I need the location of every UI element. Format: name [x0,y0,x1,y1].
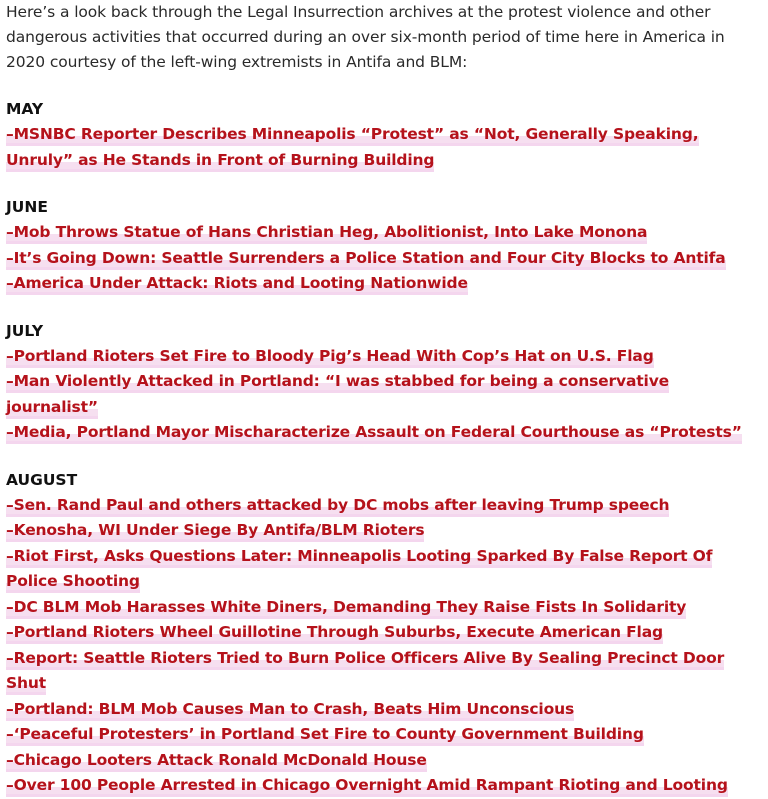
link-list [6,344,762,446]
list-item [6,748,762,774]
article-link[interactable]: –‘Peaceful Protesters’ in Portland Set Fire to County Government Building [6,725,644,743]
link-list [6,220,762,297]
section-august [6,468,762,799]
list-item [6,620,762,646]
month-heading: JUNE [6,198,48,216]
article-link[interactable]: –Media, Portland Mayor Mischaracterize Assault on Federal Courthouse as “Protests” [6,423,742,441]
list-item [6,646,762,697]
list-item [6,369,762,420]
section-may [6,97,762,173]
list-item [6,246,762,272]
list-item [6,122,762,173]
month-heading: AUGUST [6,470,78,489]
article-link[interactable]: –DC BLM Mob Harasses White Diners, Demanding They Raise Fists In Solidarity [6,597,687,616]
list-item [6,518,762,544]
list-item [6,595,762,621]
article-link[interactable]: –Kenosha, WI Under Siege By Antifa/BLM Rioters [6,521,425,539]
list-item [6,493,762,519]
list-item [6,271,762,297]
list-item [6,344,762,370]
article-link[interactable]: –MSNBC Reporter Describes Minneapolis “Protest” as “Not, Generally Speaking, Unruly” as He Stands in Front of Burning Building [6,125,699,169]
article-link[interactable]: –Sen. Rand Paul and others attacked by DC mobs after leaving Trump speech [6,495,670,514]
link-list [6,122,762,173]
article-link[interactable]: –Chicago Looters Attack Ronald McDonald House [6,750,427,769]
article-link[interactable]: –Over 100 People Arrested in Chicago Overnight Amid Rampant Rioting and Looting [6,776,728,794]
list-item [6,544,762,595]
section-june [6,195,762,297]
article-link[interactable]: –Mob Throws Statue of Hans Christian Heg, Abolitionist, Into Lake Monona [6,223,648,241]
list-item [6,220,762,246]
article-link[interactable]: –Man Violently Attacked in Portland: “I was stabbed for being a conservative journalist” [6,372,670,416]
month-heading: MAY [6,100,44,118]
link-list [6,493,762,799]
list-item [6,420,762,446]
article-link[interactable]: –Portland: BLM Mob Causes Man to Crash, Beats Him Unconscious [6,699,575,718]
article-link[interactable]: –Report: Seattle Rioters Tried to Burn Police Officers Alive By Sealing Precinct Door Shut [6,648,725,692]
list-item [6,722,762,748]
list-item [6,697,762,723]
section-july [6,319,762,446]
article-link[interactable]: –Portland Rioters Set Fire to Bloody Pig’s Head With Cop’s Hat on U.S. Flag [6,346,654,365]
list-item [6,773,762,799]
intro-paragraph: Here’s a look back through the Legal Insurrection archives at the protest violence and other dangerous activities that occurred during an over six-month period of time here in America in 2020 courtesy of the left-wing extremists in Antifa and BLM: [6,3,725,71]
article-link[interactable]: –It’s Going Down: Seattle Surrenders a Police Station and Four City Blocks to Antifa [6,248,726,267]
article-link[interactable]: –Riot First, Asks Questions Later: Minneapolis Looting Sparked By False Report Of Police Shooting [6,546,713,590]
article-link[interactable]: –America Under Attack: Riots and Looting Nationwide [6,274,468,292]
article-link[interactable]: –Portland Rioters Wheel Guillotine Through Suburbs, Execute American Flag [6,623,663,641]
month-heading: JULY [6,321,44,340]
